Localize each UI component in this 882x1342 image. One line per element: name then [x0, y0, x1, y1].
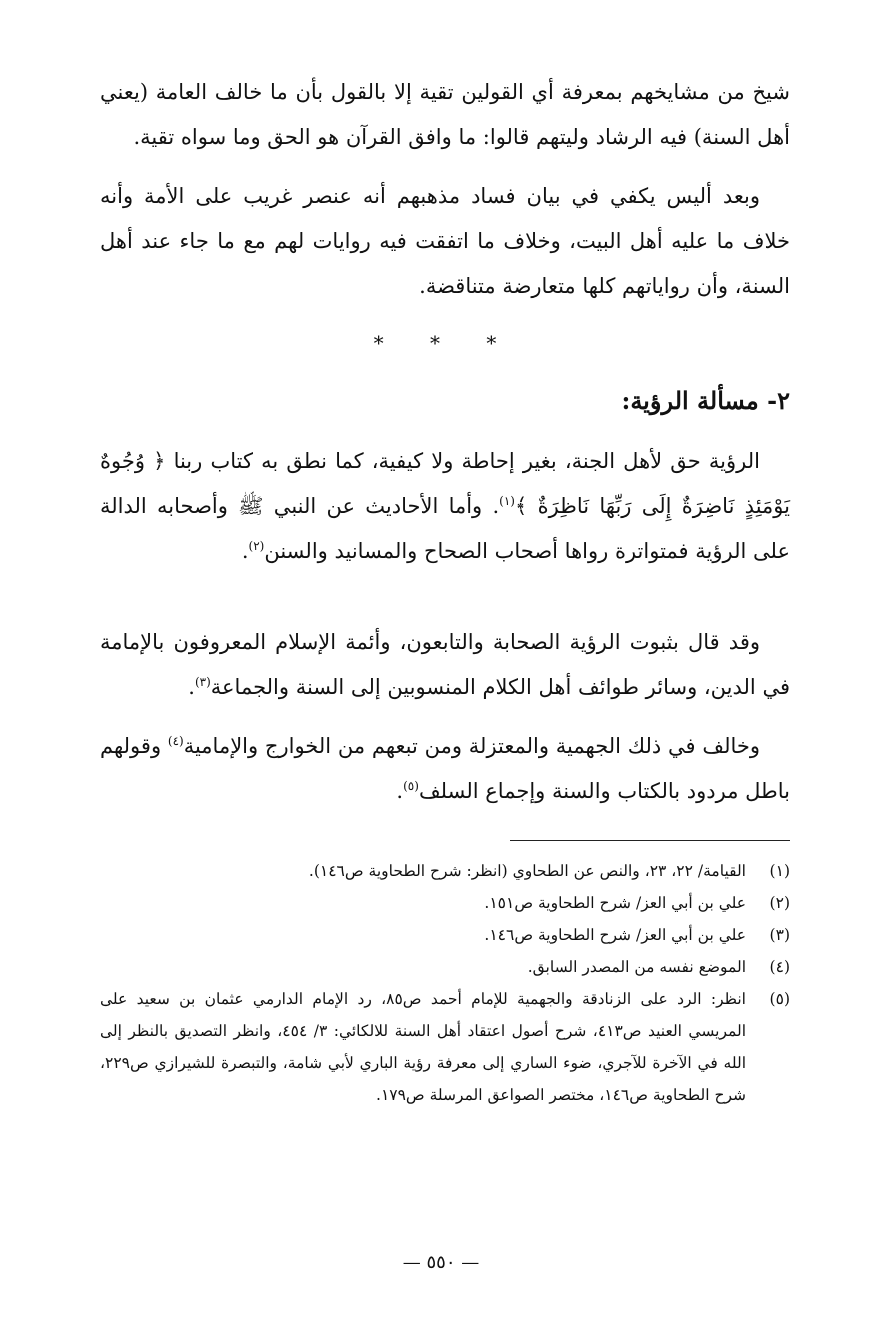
footnote-item — [100, 855, 790, 887]
footnote-number: (٤) — [769, 958, 790, 976]
footnote-text: انظر: الرد على الزنادقة والجهمية للإمام أحمد ص٨٥، رد الإمام الدارمي عثمان بن سعيد على المريسي العنيد ص٤١٣، شرح أصول اعتقاد أهل السنة للالكائي: ٣/ ٤٥٤، وانظر التصديق بالنظر إلى الله في الآخرة للآجري، ضوء الساري إلى معرفة رؤية الباري لأبي شامة، والتبصرة للشيرازي ص٢٢٩، شرح الطحاوية ص١٤٦، مختصر الصواعق المرسلة ص١٧٩. — [100, 990, 747, 1104]
paragraph-opponents — [100, 724, 790, 814]
footnote-number: (٣) — [769, 926, 790, 944]
affirmers-text: وقد قال بثبوت الرؤية الصحابة والتابعون، وأئمة الإسلام المعروفون بالإمامة في الدين، وسائر طوائف أهل الكلام المنسوبين إلى السنة والجماعة — [100, 630, 790, 699]
affirmers-text-end: . — [188, 675, 195, 699]
footnote-number: (٢) — [769, 894, 790, 912]
footnote-divider — [510, 840, 790, 841]
footnote-ref-1[interactable]: (١) — [499, 494, 515, 508]
paragraph-vision — [100, 439, 790, 574]
footnote-text: القيامة/ ٢٢، ٢٣، والنص عن الطحاوي (انظر: شرح الطحاوية ص١٤٦). — [308, 862, 746, 880]
footnote-number: (١) — [769, 862, 790, 880]
footnote-ref-2[interactable]: (٢) — [248, 539, 265, 553]
paragraph-affirmers — [100, 620, 790, 710]
opponents-text-a: وخالف في ذلك الجهمية والمعتزلة ومن تبعهم من الخوارج والإمامية — [183, 734, 760, 758]
footnote-item — [100, 951, 790, 983]
opponents-text-b: وقولهم باطل مردود بالكتاب والسنة وإجماع السلف — [100, 734, 790, 803]
footnote-item — [100, 983, 790, 1111]
footnote-number: (٥) — [769, 990, 790, 1008]
paragraph-conclusion: وبعد أليس يكفي في بيان فساد مذهبهم أنه عنصر غريب على الأمة وأنه خلاف ما عليه أهل البيت، وخلاف ما اتفقت فيه روايات لهم مع ما جاء عند أهل السنة، وأن رواياتهم كلها متعارضة متناقضة. — [100, 184, 790, 298]
paragraph-continuation: شيخ من مشايخهم بمعرفة أي القولين تقية إلا بالقول بأن ما خالف العامة (يعني أهل السنة) فيه الرشاد وليتهم قالوا: ما وافق القرآن هو الحق وما سواه تقية. — [100, 80, 790, 149]
vision-text-b: . وأما الأحاديث عن النبي ﷺ وأصحابه الدالة على الرؤية فمتواترة رواها أصحاب الصحاح والمسانيد والسنن — [100, 494, 790, 563]
footnotes-list — [100, 855, 790, 1111]
page-number: — ٥٥٠ — — [402, 1252, 480, 1273]
footnote-item — [100, 919, 790, 951]
vision-text-a: الرؤية حق لأهل الجنة، بغير إحاطة ولا كيفية، كما نطق به كتاب ربنا ﴿ وُجُوهٌ يَوْمَئِذٍ نَاضِرَةٌ إِلَى رَبِّهَا نَاظِرَةٌ ﴾ — [100, 449, 790, 518]
paragraph-gap — [100, 574, 790, 620]
footnote-ref-5[interactable]: (٥) — [403, 779, 419, 793]
footnote-text: علي بن أبي العز/ شرح الطحاوية ص١٥١. — [484, 894, 746, 912]
section-separator: * * * — [373, 331, 517, 355]
opponents-text-end: . — [396, 779, 404, 803]
footnote-ref-3[interactable]: (٣) — [194, 675, 211, 689]
section-heading: ٢- مسألة الرؤية: — [621, 386, 790, 415]
footnote-item — [100, 887, 790, 919]
footnote-text: الموضع نفسه من المصدر السابق. — [527, 958, 746, 976]
footnote-ref-4[interactable]: (٤) — [167, 734, 184, 748]
footnote-text: علي بن أبي العز/ شرح الطحاوية ص١٤٦. — [484, 926, 746, 944]
vision-text-end: . — [241, 539, 249, 563]
